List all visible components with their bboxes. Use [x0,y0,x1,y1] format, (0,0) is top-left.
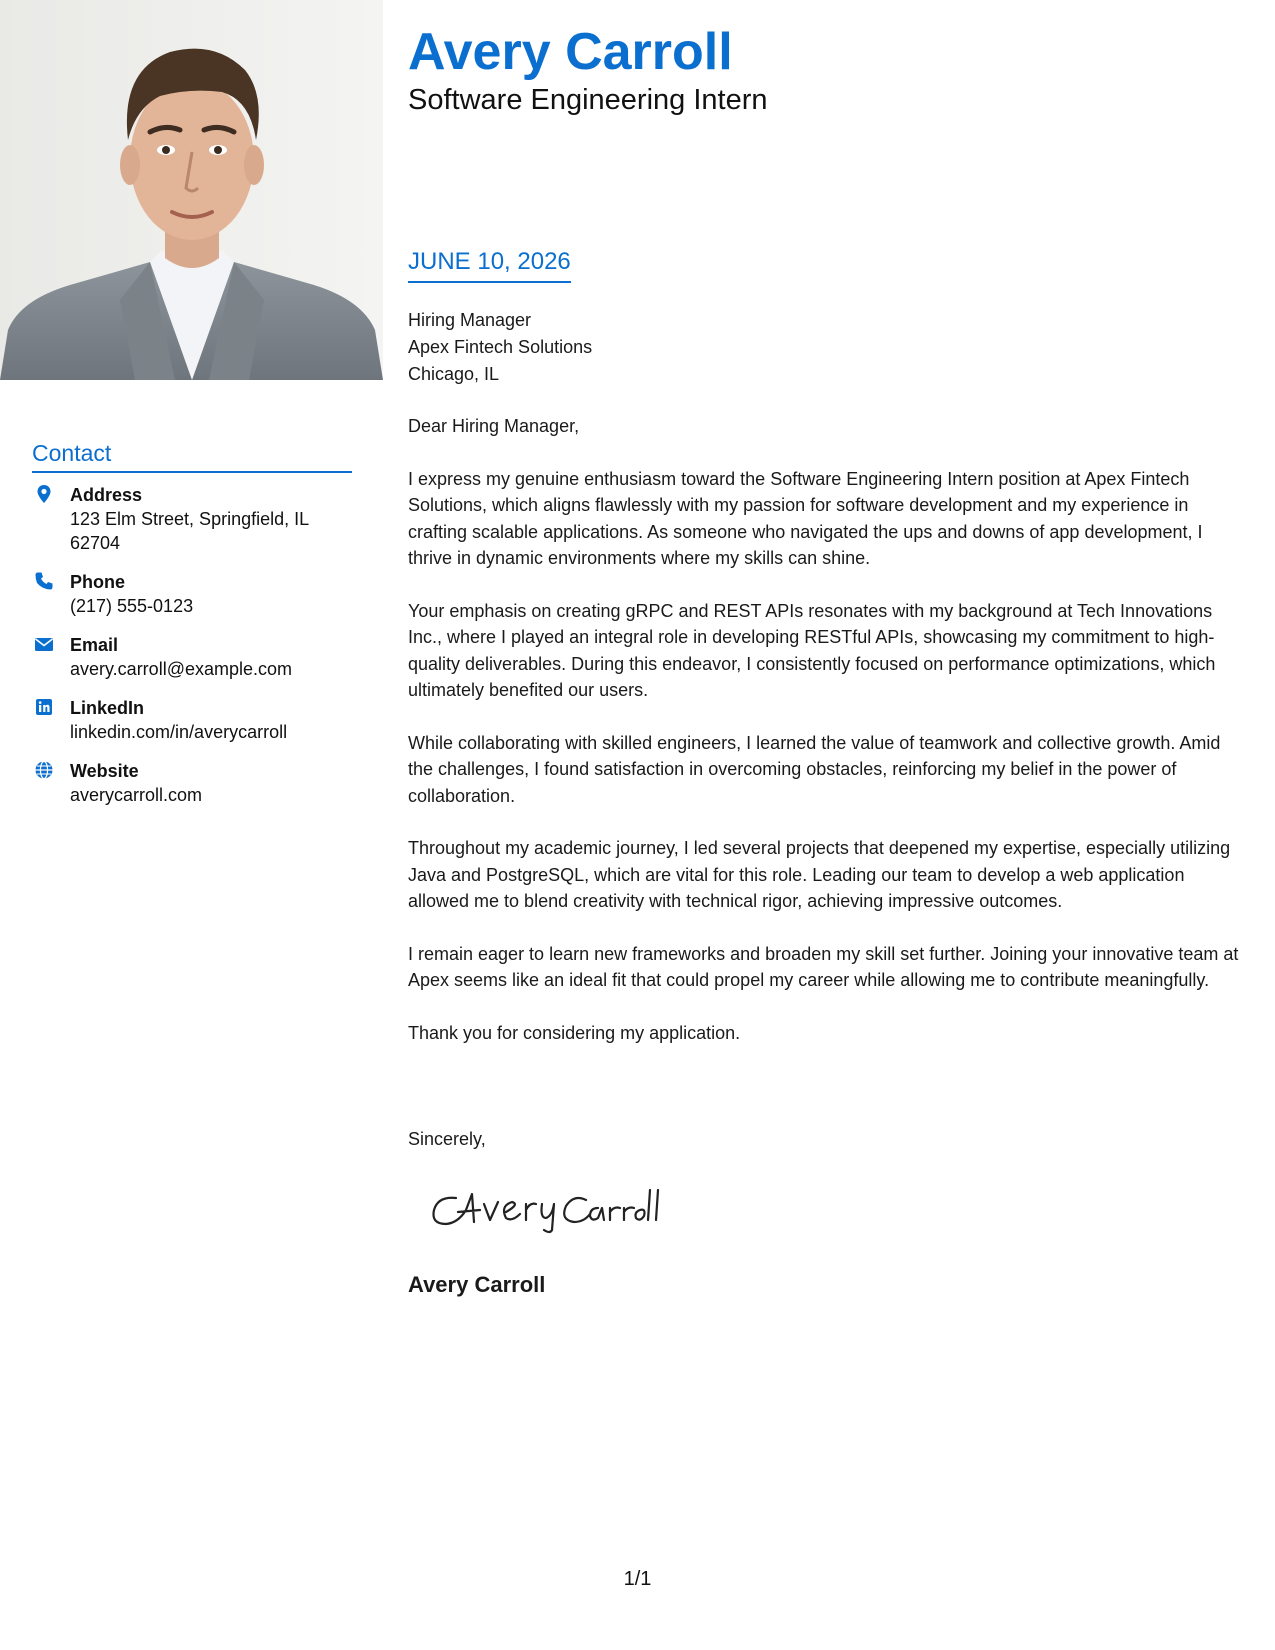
recipient-line: Chicago, IL [408,364,500,384]
phone-icon [34,571,54,591]
contact-value: 62704 [70,533,121,553]
salutation: Dear Hiring Manager, [408,416,580,436]
profile-photo [0,0,383,380]
contact-value: (217) 555-0123 [70,596,194,616]
contact-value: linkedin.com/in/averycarroll [70,722,288,742]
envelope-icon [34,634,54,654]
letter-paragraph: Your emphasis on creating gRPC and REST APIs resonates with my background at Tech Innovations Inc., where I played an integral role in developing RESTful APIs, showcasing my commitment to high-quality deliverables. During this endeavor, I consistently focused on performance optimizations, which ultimately benefited our users. [408,600,1216,700]
contact-label: Email [70,635,119,655]
contact-label: Phone [70,572,126,592]
recipient-line: Hiring Manager [408,310,532,330]
letter-date: JUNE 10, 2026 [408,248,571,283]
contact-address [32,483,352,555]
letter-paragraph: Thank you for considering my application. [408,1022,741,1043]
contact-value: 123 Elm Street, Springfield, IL [70,509,310,529]
contact-label: Website [70,761,139,781]
letter-paragraph: I remain eager to learn new frameworks and broaden my skill set further. Joining your innovative team at Apex seems like an ideal fit that could propel my career while allowing me to contribute meaningfully. [408,943,1239,990]
linkedin-icon [34,697,54,717]
contact-value: avery.carroll@example.com [70,659,293,679]
contact-heading: Contact [32,440,352,473]
contact-linkedin [32,696,352,744]
globe-icon [34,760,54,780]
closing: Sincerely, [408,1129,486,1149]
header-name: Avery Carroll [408,23,733,81]
contact-list [32,483,352,807]
letter-paragraph: Throughout my academic journey, I led several projects that deepened my expertise, especially utilizing Java and PostgreSQL, which are vital for this role. Leading our team to develop a web application allowed me to blend creativity with technical rigor, achieving impressive outcomes. [408,838,1231,911]
contact-website [32,759,352,807]
page-number: 1/1 [623,1568,652,1590]
letter-body [408,413,1248,1072]
contact-section [32,440,352,822]
contact-label: Address [70,485,143,505]
recipient-block [408,307,592,388]
contact-label: LinkedIn [70,698,145,718]
signature-image [428,1178,668,1236]
recipient-line: Apex Fintech Solutions [408,337,593,357]
contact-email [32,633,352,681]
signer-name: Avery Carroll [408,1272,546,1297]
map-pin-icon [34,484,54,504]
contact-value: averycarroll.com [70,785,203,805]
header-title: Software Engineering Intern [408,84,768,116]
letter-paragraph: I express my genuine enthusiasm toward the Software Engineering Intern position at Apex Fintech Solutions, which aligns flawlessly with my passion for software development and my experience in crafting scalable applications. As someone who navigated the ups and downs of app development, I thrive in dynamic environments where my skills can shine. [408,468,1203,568]
letter-paragraph: While collaborating with skilled engineers, I learned the value of teamwork and collective growth. Amid the challenges, I found satisfaction in overcoming obstacles, reinforcing my belief in the power of collaboration. [408,732,1221,806]
contact-phone [32,570,352,618]
